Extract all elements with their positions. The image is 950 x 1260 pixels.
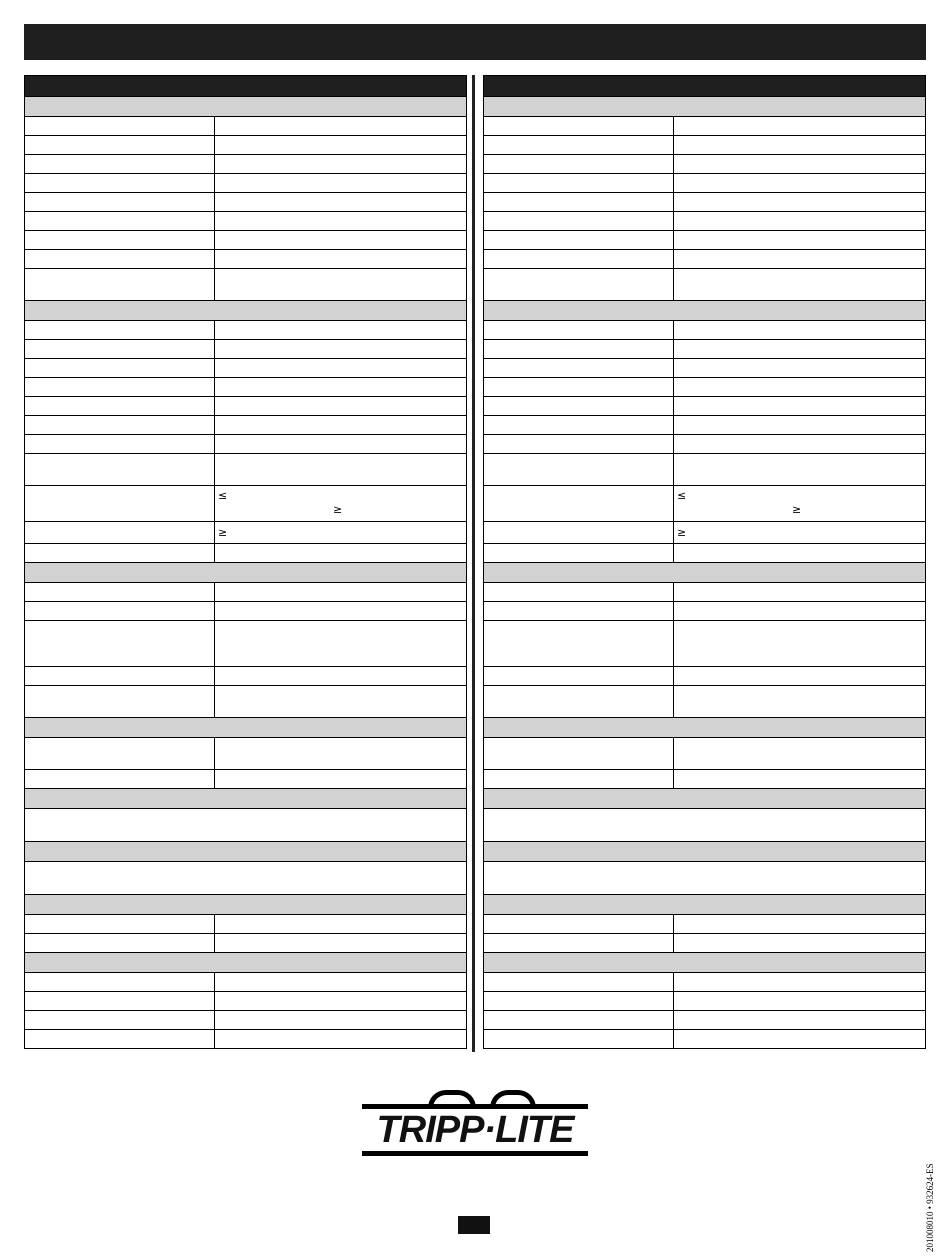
table-row xyxy=(24,117,467,136)
table-row xyxy=(483,155,926,174)
section-header xyxy=(483,895,926,915)
table-row xyxy=(483,378,926,397)
full-width-row xyxy=(24,862,467,895)
document-code-text: 201008010 • 932624-ES xyxy=(925,1163,935,1252)
column-divider xyxy=(472,75,475,1052)
table-row xyxy=(483,454,926,486)
table-row xyxy=(483,321,926,340)
table-row xyxy=(483,269,926,301)
table-row xyxy=(24,193,467,212)
table-row xyxy=(483,193,926,212)
section-header xyxy=(483,301,926,321)
table-row xyxy=(483,522,926,544)
section-header xyxy=(24,301,467,321)
section-header xyxy=(24,953,467,973)
table-row xyxy=(24,378,467,397)
table-row xyxy=(483,212,926,231)
table-row xyxy=(24,738,467,770)
table-row xyxy=(483,934,926,953)
table-row xyxy=(483,686,926,718)
table-row xyxy=(483,231,926,250)
page-header-bar xyxy=(24,24,926,60)
table-row xyxy=(24,621,467,667)
table-row xyxy=(24,1011,467,1030)
table-row xyxy=(24,915,467,934)
table-row xyxy=(24,231,467,250)
document-code xyxy=(922,1120,938,1260)
table-row xyxy=(483,435,926,454)
table-row xyxy=(24,973,467,992)
geq-symbol: ≥ xyxy=(677,526,687,539)
full-width-row xyxy=(483,809,926,842)
table-row xyxy=(483,770,926,789)
table-row xyxy=(483,667,926,686)
section-header xyxy=(483,97,926,117)
table-row xyxy=(24,136,467,155)
table-row xyxy=(24,212,467,231)
table-row xyxy=(24,667,467,686)
table-row xyxy=(483,621,926,667)
table-row xyxy=(483,117,926,136)
table-row xyxy=(24,454,467,486)
leq-symbol: ≤ xyxy=(218,489,228,502)
tripp-lite-logo xyxy=(362,1090,588,1170)
table-row xyxy=(483,973,926,992)
section-header xyxy=(483,718,926,738)
table-row xyxy=(483,992,926,1011)
spec-table-right xyxy=(483,75,926,1049)
full-width-row xyxy=(483,862,926,895)
spec-table-left xyxy=(24,75,467,1049)
table-row xyxy=(24,1030,467,1049)
table-row xyxy=(483,416,926,435)
page-number-box xyxy=(458,1216,490,1234)
table-row xyxy=(24,397,467,416)
table-row xyxy=(24,174,467,193)
section-header xyxy=(24,895,467,915)
table-row xyxy=(24,602,467,621)
section-header xyxy=(483,842,926,862)
table-row xyxy=(24,359,467,378)
table-row xyxy=(483,1030,926,1049)
table-row xyxy=(24,583,467,602)
table-row xyxy=(24,321,467,340)
table-row xyxy=(24,934,467,953)
table-row xyxy=(483,340,926,359)
table-row xyxy=(24,435,467,454)
geq-symbol: ≥ xyxy=(218,526,228,539)
table-row xyxy=(483,174,926,193)
table-row xyxy=(24,522,467,544)
table-row xyxy=(483,544,926,563)
table-row xyxy=(483,738,926,770)
section-header xyxy=(24,718,467,738)
section-header xyxy=(24,97,467,117)
column-header xyxy=(483,75,926,97)
table-row xyxy=(483,359,926,378)
table-row xyxy=(24,340,467,359)
section-header xyxy=(24,842,467,862)
section-header xyxy=(483,563,926,583)
table-row xyxy=(24,486,467,522)
leq-symbol: ≤ xyxy=(677,489,687,502)
section-header xyxy=(483,789,926,809)
column-header xyxy=(24,75,467,97)
table-row xyxy=(24,269,467,301)
table-row xyxy=(24,416,467,435)
geq-symbol: ≥ xyxy=(333,503,343,516)
section-header xyxy=(24,563,467,583)
full-width-row xyxy=(24,809,467,842)
table-row xyxy=(24,770,467,789)
table-row xyxy=(483,397,926,416)
geq-symbol: ≥ xyxy=(792,503,802,516)
table-row xyxy=(483,915,926,934)
table-row xyxy=(483,1011,926,1030)
table-row xyxy=(24,686,467,718)
table-row xyxy=(483,136,926,155)
section-header xyxy=(483,953,926,973)
logo-wordmark: TRIPP·LITE xyxy=(362,1104,588,1156)
table-row xyxy=(483,250,926,269)
table-row xyxy=(24,992,467,1011)
table-row xyxy=(24,155,467,174)
table-row xyxy=(483,583,926,602)
table-row xyxy=(24,250,467,269)
table-row xyxy=(483,486,926,522)
table-row xyxy=(24,544,467,563)
table-row xyxy=(483,602,926,621)
section-header xyxy=(24,789,467,809)
